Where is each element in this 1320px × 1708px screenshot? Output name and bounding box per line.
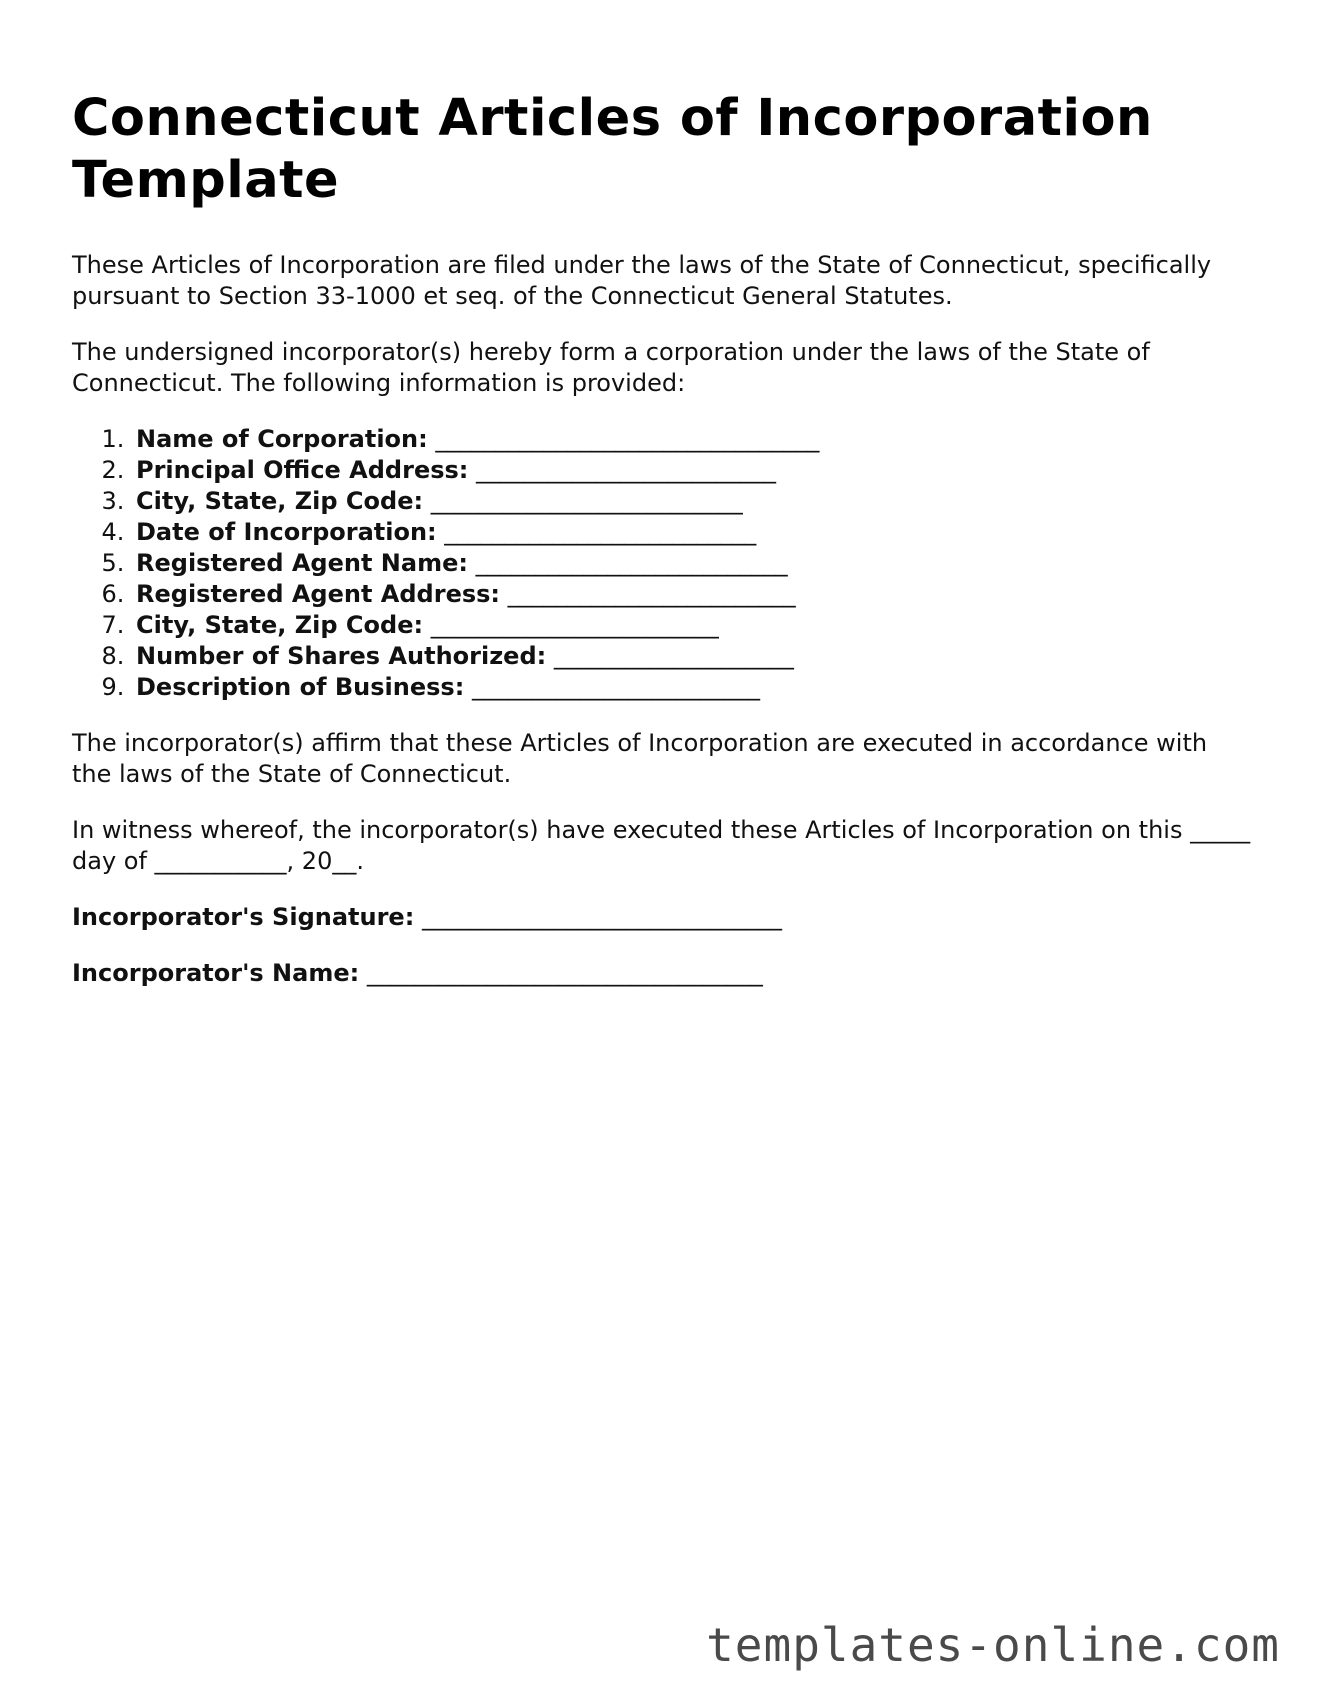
document-page xyxy=(72,88,1252,989)
name-blank[interactable]: _________________________________ xyxy=(366,959,763,987)
witness-paragraph: In witness whereof, the incorporator(s) have executed these Articles of Incorporation on this _____ day of ___________, 20__. xyxy=(72,816,1251,875)
affirmation-paragraph: The incorporator(s) affirm that these Articles of Incorporation are executed in accordance with the laws of the State of Connecticut. xyxy=(72,729,1208,788)
field-label: City, State, Zip Code: xyxy=(136,611,424,639)
field-registered-agent-address xyxy=(132,579,1252,610)
information-fields-list xyxy=(72,424,1252,703)
field-blank-line[interactable]: ____________________ xyxy=(553,642,794,670)
incorporator-signature-line xyxy=(72,902,1252,933)
field-blank-line[interactable]: __________________________ xyxy=(444,518,757,546)
field-label: Name of Corporation: xyxy=(136,425,428,453)
field-blank-line[interactable]: __________________________ xyxy=(475,549,788,577)
field-blank-line[interactable]: ________________________ xyxy=(507,580,796,608)
field-agent-city-state-zip xyxy=(132,610,1252,641)
intro-paragraph-statute: These Articles of Incorporation are filed under the laws of the State of Connecticut, specifically pursuant to Section 33-1000 et seq. of the Connecticut General Statutes. xyxy=(72,251,1212,310)
field-registered-agent-name xyxy=(132,548,1252,579)
field-blank-line[interactable]: ________________________ xyxy=(430,611,719,639)
document-title: Connecticut Articles of Incorporation Template xyxy=(72,89,1153,210)
field-label: Registered Agent Address: xyxy=(136,580,501,608)
watermark: templates-online.com xyxy=(706,1618,1280,1672)
intro-paragraph-incorporators: The undersigned incorporator(s) hereby form a corporation under the laws of the State of Connecticut. The following information is provided: xyxy=(72,338,1150,397)
field-blank-line[interactable]: ________________________ xyxy=(471,673,760,701)
field-label: Principal Office Address: xyxy=(136,456,469,484)
field-date-of-incorporation xyxy=(132,517,1252,548)
field-blank-line[interactable]: _________________________ xyxy=(476,456,777,484)
incorporator-name-line xyxy=(72,958,1252,989)
field-description-of-business xyxy=(132,672,1252,703)
field-label: City, State, Zip Code: xyxy=(136,487,424,515)
field-label: Registered Agent Name: xyxy=(136,549,468,577)
name-label: Incorporator's Name: xyxy=(72,959,360,987)
field-blank-line[interactable]: ________________________________ xyxy=(435,425,820,453)
field-label: Description of Business: xyxy=(136,673,465,701)
field-label: Number of Shares Authorized: xyxy=(136,642,547,670)
field-principal-office-address xyxy=(132,455,1252,486)
field-label: Date of Incorporation: xyxy=(136,518,437,546)
field-number-of-shares xyxy=(132,641,1252,672)
signature-label: Incorporator's Signature: xyxy=(72,903,415,931)
field-city-state-zip xyxy=(132,486,1252,517)
field-name-of-corporation xyxy=(132,424,1252,455)
field-blank-line[interactable]: __________________________ xyxy=(430,487,743,515)
signature-blank[interactable]: ______________________________ xyxy=(421,903,782,931)
